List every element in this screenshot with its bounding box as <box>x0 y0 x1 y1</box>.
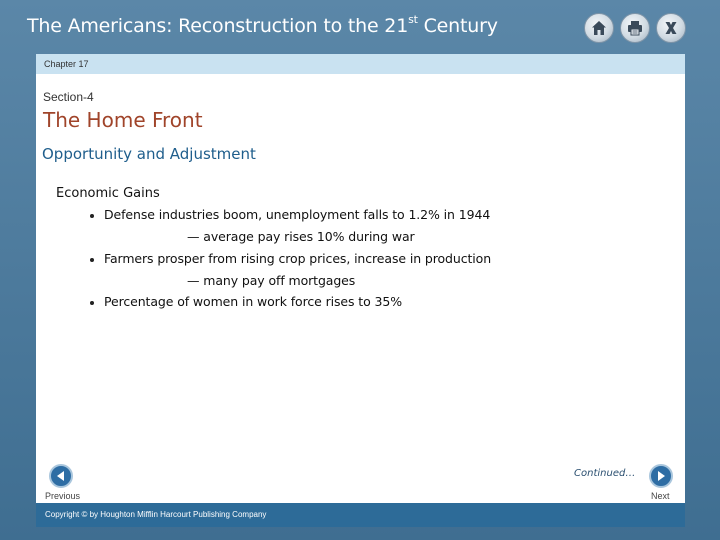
subheading: Opportunity and Adjustment <box>42 145 256 163</box>
bullet-dot <box>90 214 94 218</box>
chapter-label: Chapter 17 <box>44 59 89 69</box>
next-button[interactable] <box>649 464 673 488</box>
app-title: The Americans: Reconstruction to the 21st Century <box>27 13 498 37</box>
footer-bar <box>36 503 685 527</box>
previous-button[interactable] <box>49 464 73 488</box>
close-button[interactable] <box>656 13 686 43</box>
bullet-dot <box>90 301 94 305</box>
home-icon <box>590 19 608 37</box>
bullet-text: Defense industries boom, unemployment falls to 1.2% in 1944 <box>104 207 491 222</box>
print-button[interactable] <box>620 13 650 43</box>
arrow-left-icon <box>55 470 67 482</box>
section-label: Section-4 <box>43 90 94 104</box>
bullet-dot <box>90 258 94 262</box>
bullet-text: Farmers prosper from rising crop prices, increase in production <box>104 251 492 266</box>
print-icon <box>626 19 644 37</box>
copyright-text: Copyright © by Houghton Mifflin Harcourt Publishing Company <box>45 510 267 519</box>
close-icon <box>662 19 680 37</box>
bullet-continuation: — many pay off mortgages <box>187 273 356 288</box>
slide-content <box>36 74 685 503</box>
bullet-continuation: — average pay rises 10% during war <box>187 229 415 244</box>
next-label: Next <box>651 491 670 501</box>
home-button[interactable] <box>584 13 614 43</box>
continued-label: Continued… <box>574 468 636 479</box>
section-title: The Home Front <box>43 108 203 132</box>
arrow-right-icon <box>655 470 667 482</box>
body-heading: Economic Gains <box>56 186 160 201</box>
bullet-text: Percentage of women in work force rises to 35% <box>104 294 402 309</box>
title-bar <box>0 0 720 54</box>
chapter-bar <box>36 54 685 74</box>
previous-label: Previous <box>45 491 81 501</box>
